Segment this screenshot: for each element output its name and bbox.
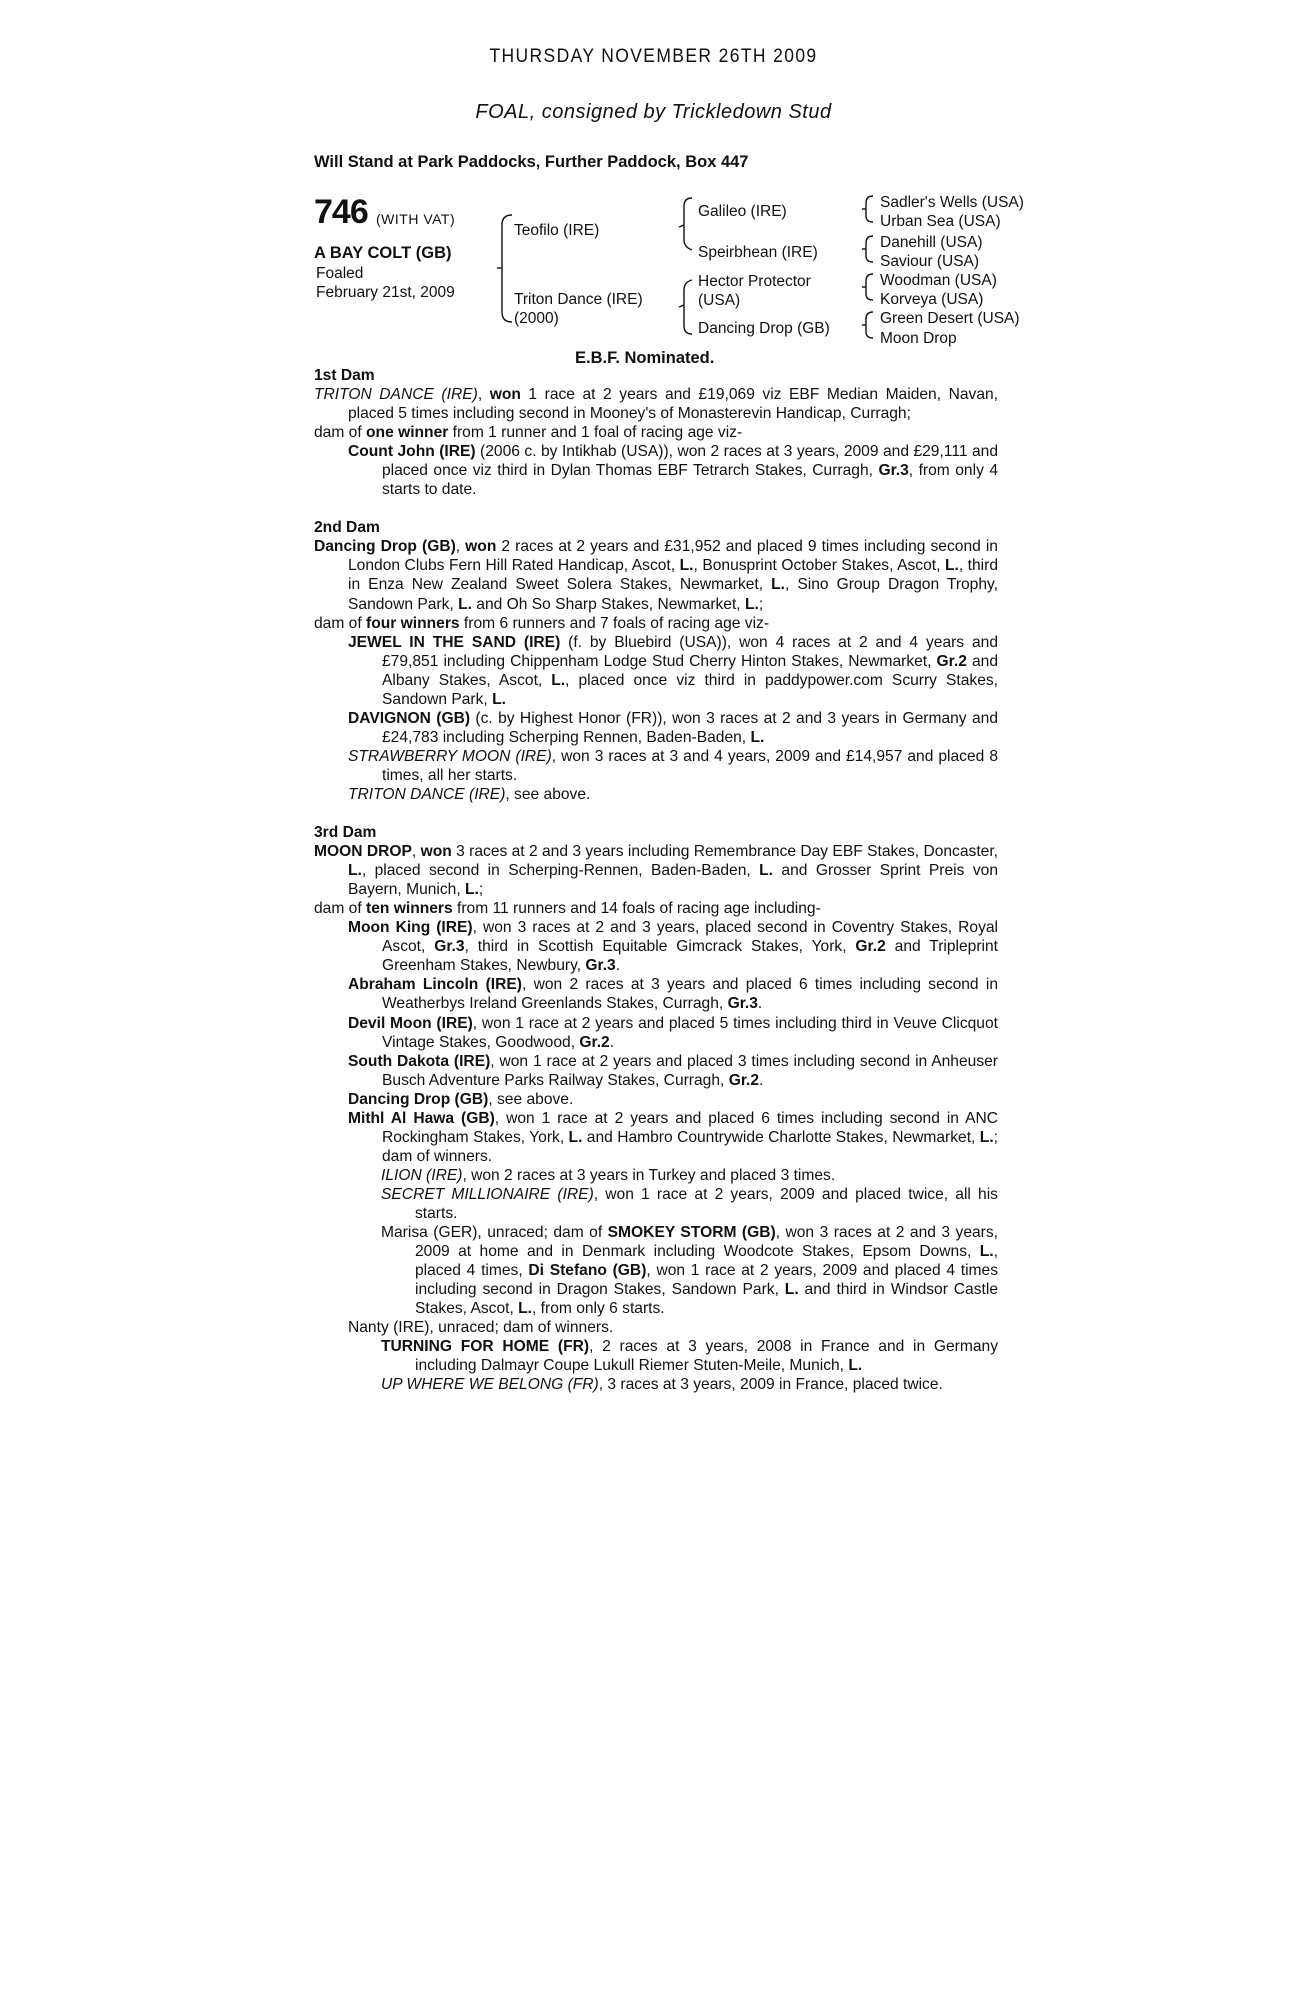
foaled-date: February 21st, 2009: [316, 284, 455, 301]
dam-sire-line-2: (USA): [698, 292, 741, 309]
g3-8: Moon Drop: [880, 330, 957, 347]
produce-marisa: Marisa (GER), unraced; dam of SMOKEY STORM (GB), won 3 races at 2 and 3 years, 2009 at home and in Denmark including Woodcote Stakes, Epsom Downs, L., placed 4 times, Di Stefano (GB), won 1 race at 2 years, 2009 and placed 4 times including second in Dragon Stakes, Sandown Park, L. and third in Windsor Castle Stakes, Ascot, L., from only 6 starts.: [381, 1224, 998, 1318]
produce-up-where-we-belong: UP WHERE WE BELONG (FR), 3 races at 3 years, 2009 in France, placed twice.: [381, 1376, 943, 1394]
horse-name: A BAY COLT (GB): [314, 244, 452, 262]
second-dam-record: Dancing Drop (GB), won 2 races at 2 years and £31,952 and placed 9 times including second in London Clubs Fern Hill Rated Handicap, Ascot, L., Bonusprint October Stakes, Ascot, L., third in Enza New Zealand Sweet Solera Stakes, Newmarket, L., Sino Group Dragon Trophy, Sandown Park, L. and Oh So Sharp Stakes, Newmarket, L.;: [314, 538, 999, 613]
g3-7: Green Desert (USA): [880, 310, 1020, 327]
section-first-dam: 1st Dam: [314, 367, 375, 384]
g3-3: Danehill (USA): [880, 234, 983, 251]
pedigree-braces: [0, 0, 1307, 360]
produce-davignon: DAVIGNON (GB) (c. by Highest Honor (FR)), won 3 races at 2 and 3 years in Germany and £24,783 including Scherping Rennen, Baden-Baden, L.: [348, 709, 998, 746]
dam-year: (2000): [514, 310, 559, 327]
lot-number: 746: [314, 193, 368, 231]
dam-sire-line-1: Hector Protector: [698, 273, 811, 290]
section-third-dam: 3rd Dam: [314, 824, 377, 842]
vat-note: (WITH VAT): [376, 211, 456, 227]
produce-triton-dance: TRITON DANCE (IRE), see above.: [348, 785, 591, 803]
g3-2: Urban Sea (USA): [880, 213, 1001, 230]
produce-south-dakota: South Dakota (IRE), won 1 race at 2 years and placed 3 times including second in Anheuser Busch Adventure Parks Railway Stakes, Curragh, Gr.2.: [348, 1052, 998, 1089]
produce-count-john: Count John (IRE) (2006 c. by Intikhab (USA)), won 2 races at 3 years, 2009 and £29,111 and placed once viz third in Dylan Thomas EBF Tetrarch Stakes, Curragh, Gr.3, from only 4 starts to date.: [348, 443, 999, 499]
g3-5: Woodman (USA): [880, 272, 997, 289]
sire-dam: Speirbhean (IRE): [698, 244, 818, 261]
third-dam-produce-line: dam of ten winners from 11 runners and 14 foals of racing age including-: [314, 900, 821, 918]
produce-turning-for-home: TURNING FOR HOME (FR), 2 races at 3 years, 2008 in France and in Germany including Dalmayr Coupe Lukull Riemer Stuten-Meile, Munich, L.: [381, 1338, 999, 1375]
section-second-dam: 2nd Dam: [314, 519, 380, 537]
stand-location: Will Stand at Park Paddocks, Further Paddock, Box 447: [314, 153, 749, 171]
g3-6: Korveya (USA): [880, 291, 984, 308]
ebf-nomination: E.B.F. Nominated.: [575, 349, 715, 367]
produce-strawberry-moon: STRAWBERRY MOON (IRE), won 3 races at 3 and 4 years, 2009 and £14,957 and placed 8 times, all her starts.: [348, 747, 998, 784]
first-dam-record: TRITON DANCE (IRE), won 1 race at 2 years and £19,069 viz EBF Median Maiden, Navan, placed 5 times including second in Mooney's of Monasterevin Handicap, Curragh;: [314, 386, 998, 423]
produce-jewel-in-the-sand: JEWEL IN THE SAND (IRE) (f. by Bluebird (USA)), won 4 races at 2 and 4 years and £79,851 including Chippenham Lodge Stud Cherry Hinton Stakes, Newmarket, Gr.2 and Albany Stakes, Ascot, L., placed once viz third in paddypower.com Scurry Stakes, Sandown Park, L.: [348, 633, 999, 708]
produce-abraham-lincoln: Abraham Lincoln (IRE), won 2 races at 3 years and placed 6 times including second in Weatherbys Ireland Greenlands Stakes, Curragh, Gr.3.: [348, 976, 998, 1013]
catalogue-body: [314, 366, 998, 1394]
g3-4: Saviour (USA): [880, 253, 980, 270]
first-dam-produce-line: dam of one winner from 1 runner and 1 foal of racing age viz-: [314, 424, 743, 442]
g3-1: Sadler's Wells (USA): [880, 194, 1024, 211]
produce-mithl-al-hawa: Mithl Al Hawa (GB), won 1 race at 2 years and placed 6 times including second in ANC Rockingham Stakes, York, L. and Hambro Countrywide Charlotte Stakes, Newmarket, L.; dam of winners.: [348, 1109, 998, 1165]
produce-moon-king: Moon King (IRE), won 3 races at 2 and 3 years, placed second in Coventry Stakes, Royal Ascot, Gr.3, third in Scottish Equitable Gimcrack Stakes, York, Gr.2 and Tripleprint Greenham Stakes, Newbury, Gr.3.: [348, 919, 999, 975]
consignment-line: FOAL, consigned by Trickledown Stud: [475, 101, 832, 123]
second-dam-produce-line: dam of four winners from 6 runners and 7 foals of racing age viz-: [314, 614, 770, 632]
sire-sire: Galileo (IRE): [698, 203, 787, 220]
produce-nanty: Nanty (IRE), unraced; dam of winners.: [348, 1319, 614, 1337]
dam: Triton Dance (IRE): [514, 291, 643, 308]
sale-date: THURSDAY NOVEMBER 26TH 2009: [489, 46, 818, 67]
dam-dam: Dancing Drop (GB): [698, 320, 830, 337]
produce-devil-moon: Devil Moon (IRE), won 1 race at 2 years and placed 5 times including third in Veuve Clicquot Vintage Stakes, Goodwood, Gr.2.: [348, 1014, 998, 1051]
foaled-label: Foaled: [316, 265, 364, 282]
produce-secret-millionaire: SECRET MILLIONAIRE (IRE), won 1 race at 2 years, 2009 and placed twice, all his starts.: [381, 1185, 998, 1222]
produce-ilion: ILION (IRE), won 2 races at 3 years in Turkey and placed 3 times.: [381, 1166, 836, 1184]
produce-dancing-drop: Dancing Drop (GB), see above.: [348, 1090, 574, 1108]
sire: Teofilo (IRE): [514, 222, 600, 239]
third-dam-record: MOON DROP, won 3 races at 2 and 3 years including Remembrance Day EBF Stakes, Doncaster, L., placed second in Scherping-Rennen, Baden-Baden, L. and Grosser Sprint Preis von Bayern, Munich, L.;: [314, 843, 998, 899]
